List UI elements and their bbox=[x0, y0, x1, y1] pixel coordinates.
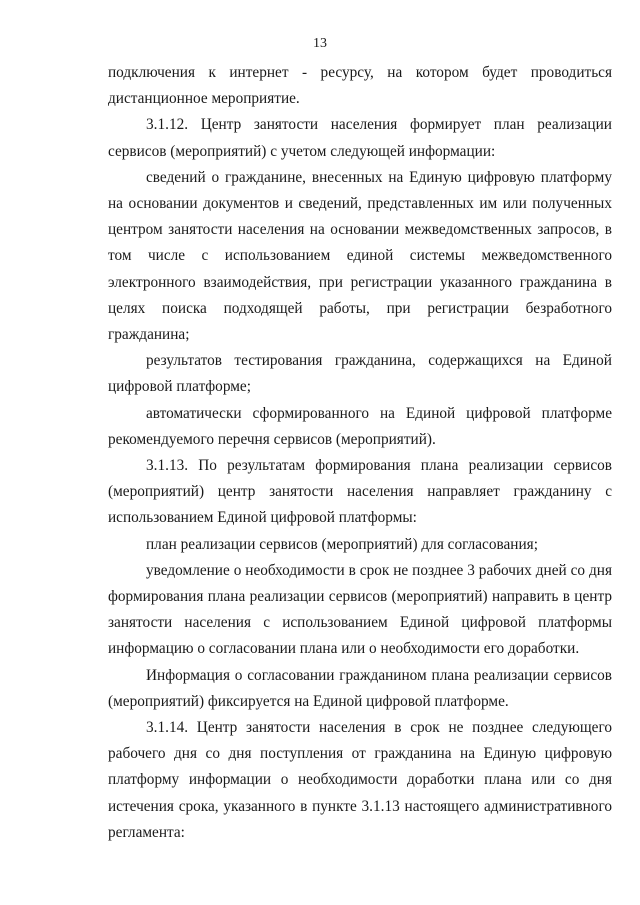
document-body bbox=[108, 60, 612, 846]
paragraph: подключения к интернет - ресурсу, на котором будет проводиться дистанционное мероприятие. bbox=[108, 64, 612, 108]
paragraph: автоматически сформированного на Единой цифровой платформе рекомендуемого перечня сервисов (мероприятий). bbox=[108, 404, 612, 448]
paragraph: результатов тестирования гражданина, содержащихся на Единой цифровой платформе; bbox=[108, 352, 612, 396]
paragraph: план реализации сервисов (мероприятий) для согласования; bbox=[146, 535, 538, 553]
paragraph: Информация о согласовании гражданином плана реализации сервисов (мероприятий) фиксируется на Единой цифровой платформе. bbox=[108, 666, 612, 710]
paragraph: 3.1.14. Центр занятости населения в срок не позднее следующего рабочего дня со дня поступления от гражданина на Единую цифровую платформу информации о необходимости доработки плана или со дня истечения срока, указанного в пункте 3.1.13 настоящего административного регламента: bbox=[108, 719, 612, 841]
paragraph: сведений о гражданине, внесенных на Единую цифровую платформу на основании документов и сведений, представленных им или полученных центром занятости населения на основании межведомственных запросов, в том числе с использованием единой системы межведомственного электронного взаимодействия, при регистрации указанного гражданина в целях поиска подходящей работы, при регистрации безработного гражданина; bbox=[108, 168, 612, 344]
paragraph: 3.1.13. По результатам формирования плана реализации сервисов (мероприятий) центр занятости населения направляет гражданину с использованием Единой цифровой платформы: bbox=[108, 457, 612, 527]
paragraph: 3.1.12. Центр занятости населения формирует план реализации сервисов (мероприятий) с учетом следующей информации: bbox=[108, 116, 612, 160]
page-number: 13 bbox=[313, 36, 327, 51]
paragraph: уведомление о необходимости в срок не позднее 3 рабочих дней со дня формирования плана реализации сервисов (мероприятий) направить в центр занятости населения с использованием Единой цифровой платформы информацию о согласовании плана или о необходимости его доработки. bbox=[108, 561, 612, 658]
